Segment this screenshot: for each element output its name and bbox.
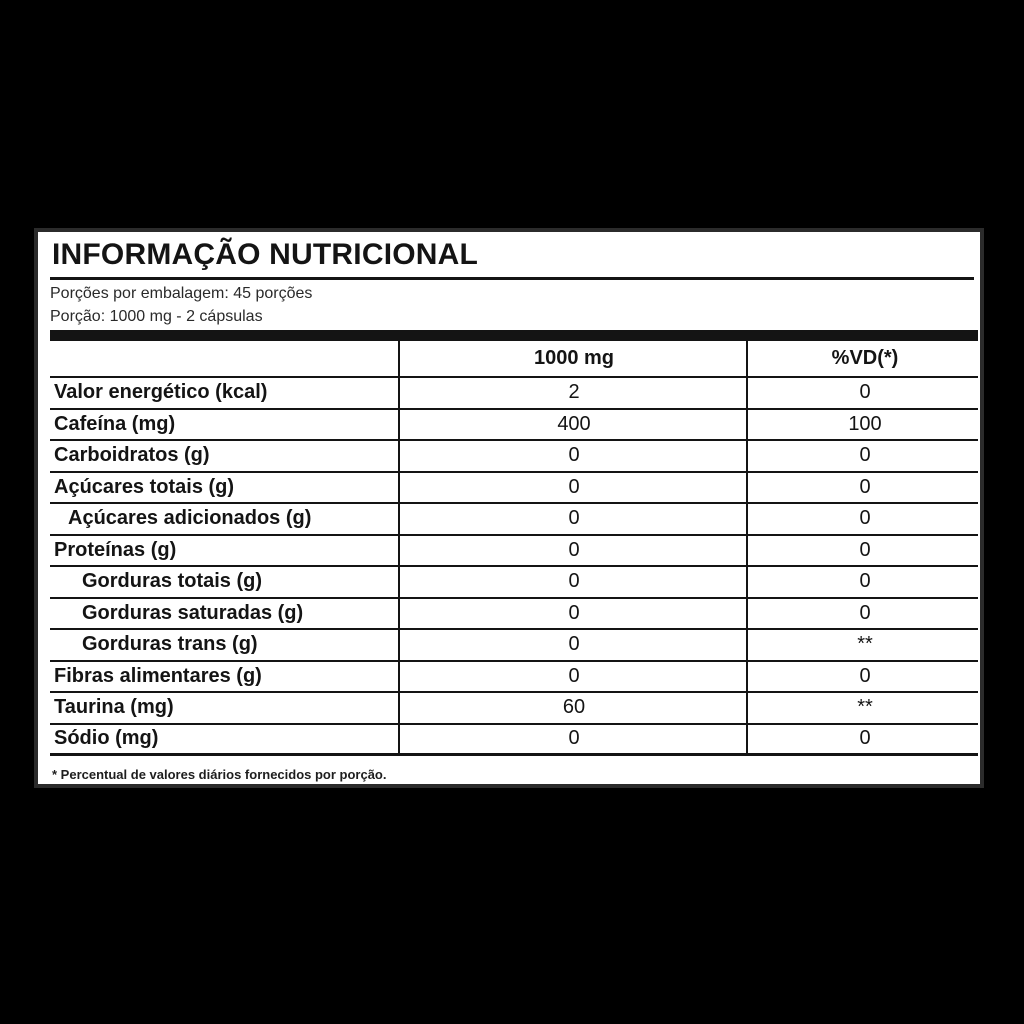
nutrient-vd: 0 <box>859 475 871 498</box>
nutrient-vd: 100 <box>848 412 882 435</box>
nutrient-amount: 2 <box>568 381 580 404</box>
portions-per-package: Porções por embalagem: 45 porções <box>50 285 313 302</box>
table-row <box>50 567 978 599</box>
nutrient-amount: 400 <box>557 412 591 435</box>
nutrition-table <box>50 341 978 756</box>
table-row <box>50 725 978 757</box>
nutrition-facts-panel <box>34 228 984 788</box>
nutrient-vd: 0 <box>859 507 871 530</box>
table-row <box>50 693 978 725</box>
nutrient-name: Sódio (mg) <box>54 727 159 750</box>
nutrient-vd: ** <box>857 696 873 719</box>
nutrient-amount: 0 <box>568 727 580 750</box>
title-divider <box>50 277 974 280</box>
nutrient-amount: 0 <box>568 633 580 656</box>
table-row <box>50 378 978 410</box>
table-row <box>50 441 978 473</box>
header-vd: %VD(*) <box>831 347 899 369</box>
nutrient-vd: 0 <box>859 381 871 404</box>
nutrient-vd: 0 <box>859 444 871 467</box>
nutrient-name: Gorduras totais (g) <box>82 570 263 593</box>
table-header-row <box>50 341 978 378</box>
footnote: * Percentual de valores diários fornecidos por porção. <box>52 767 387 782</box>
nutrient-amount: 0 <box>568 507 580 530</box>
nutrient-name: Proteínas (g) <box>54 538 177 561</box>
nutrient-vd: 0 <box>859 664 871 687</box>
table-body <box>50 378 978 756</box>
header-name <box>54 341 394 376</box>
nutrient-amount: 0 <box>568 601 580 624</box>
table-row <box>50 536 978 568</box>
nutrient-amount: 0 <box>568 475 580 498</box>
table-row <box>50 410 978 442</box>
table-row <box>50 662 978 694</box>
panel-title: INFORMAÇÃO NUTRICIONAL <box>52 238 479 271</box>
nutrient-amount: 0 <box>568 664 580 687</box>
nutrient-amount: 0 <box>568 444 580 467</box>
nutrient-vd: 0 <box>859 601 871 624</box>
nutrient-name: Taurina (mg) <box>54 696 174 719</box>
portion-info <box>50 282 312 328</box>
table-row <box>50 630 978 662</box>
nutrient-vd: 0 <box>859 538 871 561</box>
table-row <box>50 599 978 631</box>
nutrient-name: Fibras alimentares (g) <box>54 664 262 687</box>
header-amount: 1000 mg <box>533 347 615 369</box>
nutrient-amount: 60 <box>562 696 586 719</box>
nutrient-name: Cafeína (mg) <box>54 412 176 435</box>
nutrient-name: Açúcares adicionados (g) <box>68 507 312 530</box>
table-row <box>50 504 978 536</box>
nutrient-name: Gorduras trans (g) <box>82 633 258 656</box>
nutrient-name: Gorduras saturadas (g) <box>82 601 304 624</box>
table-row <box>50 473 978 505</box>
nutrient-vd: 0 <box>859 727 871 750</box>
header-divider <box>50 330 978 341</box>
nutrient-name: Açúcares totais (g) <box>54 475 235 498</box>
nutrient-name: Valor energético (kcal) <box>54 381 268 404</box>
portion-size: Porção: 1000 mg - 2 cápsulas <box>50 308 263 325</box>
nutrient-amount: 0 <box>568 570 580 593</box>
nutrient-vd: 0 <box>859 570 871 593</box>
nutrient-vd: ** <box>857 633 873 656</box>
nutrient-amount: 0 <box>568 538 580 561</box>
nutrient-name: Carboidratos (g) <box>54 444 210 467</box>
